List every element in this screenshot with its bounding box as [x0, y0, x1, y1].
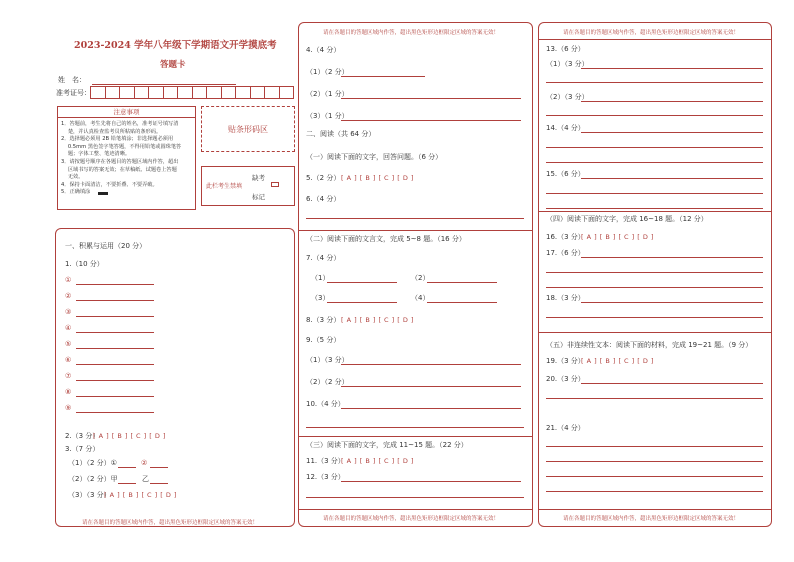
answer-line[interactable] [327, 302, 397, 303]
choice-options[interactable]: [ A ] [ B ] [ C ] [ D ] [104, 491, 177, 499]
reading-title: （四）阅读下面的文字，完成 16~18 题。（12 分） [546, 215, 708, 223]
choice-options[interactable]: [ A ] [ B ] [ C ] [ D ] [341, 174, 414, 182]
answer-line[interactable] [546, 446, 763, 447]
question-label: 11.（3 分） [306, 457, 345, 465]
barcode-label: 贴条形码区 [228, 124, 268, 134]
answer-panel-1 [55, 228, 295, 527]
answer-line[interactable] [306, 497, 524, 498]
answer-line[interactable] [150, 483, 168, 484]
sub-question-label: （1）（3 分） [546, 60, 589, 68]
answer-line[interactable] [341, 98, 521, 99]
question-label: 7.（4 分） [306, 254, 341, 262]
sub-question-label: 乙 [142, 475, 149, 483]
answer-line[interactable] [427, 282, 497, 283]
question-label: 9.（5 分） [306, 336, 341, 344]
absent-top-label: 缺考 [252, 174, 265, 182]
choice-options[interactable]: [ A ] [ B ] [ C ] [ D ] [581, 233, 654, 241]
section-divider [539, 39, 771, 40]
answer-line[interactable] [427, 302, 497, 303]
absent-bottom-label: 标记 [252, 193, 265, 201]
boundary-warning: 请在各题目的答题区域内作答，超出黑色矩形边框限定区域的答案无效！ [563, 30, 740, 36]
answer-line[interactable] [546, 272, 763, 273]
ticket-number-boxes[interactable] [90, 86, 294, 99]
section-divider [539, 211, 771, 212]
question-label: 6.（4 分） [306, 195, 341, 203]
sub-question-label: （3） [311, 294, 330, 302]
question-label: 21.（4 分） [546, 424, 585, 432]
sub-question-label: （2）（2 分） [306, 378, 349, 386]
answer-line[interactable] [581, 101, 763, 102]
question-label: 14.（4 分） [546, 124, 585, 132]
question-label: 3.（7 分） [65, 445, 100, 453]
page-title: 2023-2024 学年八年级下学期语文开学摸底考 [74, 40, 277, 51]
answer-line[interactable] [546, 147, 763, 148]
notice-title: 注意事项 [58, 107, 195, 118]
sub-question-label: （1）（2 分）① [68, 459, 117, 467]
question-label: 17.（6 分） [546, 249, 585, 257]
choice-options[interactable]: [ A ] [ B ] [ C ] [ D ] [341, 316, 414, 324]
section-title: 一、积累与运用（20 分） [65, 242, 147, 250]
answer-line[interactable] [341, 76, 425, 77]
absent-box [201, 166, 295, 206]
answer-line[interactable] [581, 132, 763, 133]
question-label: 2.（3 分） [65, 432, 100, 440]
notice-box [57, 106, 196, 210]
answer-line[interactable] [76, 300, 154, 301]
section-divider [539, 509, 771, 510]
notice-item: 区域书写的答案无效；在草稿纸、试题卷上答题 [61, 166, 177, 173]
notice-item: 4．保持卡面清洁，不要折叠、不要弄破。 [61, 181, 158, 188]
blank-number: ⑧ [65, 388, 72, 396]
answer-line[interactable] [76, 412, 154, 413]
section-divider [539, 332, 771, 333]
sub-question-label: （2）（3 分） [546, 93, 589, 101]
answer-line[interactable] [76, 332, 154, 333]
answer-line[interactable] [546, 193, 763, 194]
answer-panel-3 [538, 22, 772, 527]
question-label: 19.（3 分） [546, 357, 585, 365]
boundary-warning: 请在各题目的答题区域内作答，超出黑色矩形边框限定区域的答案无效！ [323, 30, 500, 36]
question-label: 18.（3 分） [546, 294, 585, 302]
answer-line[interactable] [341, 408, 521, 409]
section-divider [299, 436, 532, 437]
choice-options[interactable]: [ A ] [ B ] [ C ] [ D ] [341, 457, 414, 465]
sub-question-label: （2）（2 分）甲 [68, 475, 118, 483]
answer-line[interactable] [341, 481, 521, 482]
blank-number: ④ [65, 324, 72, 332]
answer-line[interactable] [546, 115, 763, 116]
notice-item: 2．选择题必须用 2B 铅笔填涂；非选择题必须用 [61, 136, 174, 143]
answer-line[interactable] [546, 398, 763, 399]
question-label: 1.（10 分） [65, 260, 104, 268]
question-label: 13.（6 分） [546, 45, 585, 53]
answer-line[interactable] [546, 208, 763, 209]
section-title: 二、阅读（共 64 分） [306, 130, 376, 138]
answer-line[interactable] [581, 257, 763, 258]
name-label: 姓 名： [58, 76, 86, 84]
answer-line[interactable] [546, 82, 763, 83]
reading-title: （五）非连续性文本：阅读下面的材料，完成 19~21 题。（9 分） [546, 341, 753, 349]
reading-title: （三）阅读下面的文字，完成 11~15 题。（22 分） [306, 441, 468, 449]
choice-options[interactable]: [ A ] [ B ] [ C ] [ D ] [93, 432, 166, 440]
answer-line[interactable] [341, 386, 521, 387]
answer-line[interactable] [150, 467, 168, 468]
blank-number: ⑨ [65, 404, 72, 412]
section-divider [299, 509, 532, 510]
answer-line[interactable] [76, 396, 154, 397]
absent-checkbox[interactable] [271, 182, 279, 187]
answer-line[interactable] [581, 178, 763, 179]
answer-line[interactable] [118, 467, 136, 468]
section-divider [299, 230, 532, 231]
answer-line[interactable] [341, 364, 521, 365]
blank-number: ① [65, 276, 72, 284]
ticket-label: 准考证号： [56, 89, 91, 97]
notice-item: 题；字体工整、笔迹清晰。 [61, 151, 131, 158]
question-label: 4.（4 分） [306, 46, 341, 54]
sub-question-label: （4） [411, 294, 430, 302]
answer-line[interactable] [327, 282, 397, 283]
answer-line[interactable] [76, 380, 154, 381]
notice-item: 无效。 [61, 174, 84, 181]
notice-item: 1．答题前，考生先将自己的姓名，准考证号填写清 [61, 121, 179, 127]
sub-question-label: （1）（2 分） [306, 68, 349, 76]
blank-number: ③ [65, 308, 72, 316]
sub-question-label: （2）（1 分） [306, 90, 349, 98]
question-label: 10.（4 分） [306, 400, 345, 408]
question-label: 16.（3 分） [546, 233, 585, 241]
page-subtitle: 答题卡 [160, 60, 186, 70]
absent-left-label: 此栏考生禁填 [206, 183, 243, 190]
notice-item: 楚，并认真检查监考员所粘贴的条形码。 [61, 128, 162, 135]
answer-line[interactable] [581, 383, 763, 384]
answer-line[interactable] [76, 364, 154, 365]
notice-item: 3．请按题号顺序在各题目的答题区域内作答，超出 [61, 158, 179, 165]
answer-line[interactable] [306, 427, 524, 428]
filled-sample-mark [98, 192, 108, 195]
sub-question-label: （2） [411, 274, 430, 282]
reading-title: （一）阅读下面的文字，回答问题。（6 分） [306, 153, 443, 161]
answer-line[interactable] [581, 68, 763, 69]
answer-line[interactable] [76, 316, 154, 317]
answer-line[interactable] [546, 476, 763, 477]
question-label: 12.（3 分） [306, 473, 345, 481]
blank-number: ② [65, 292, 72, 300]
sub-question-label: （3）（3 分） [68, 491, 111, 499]
answer-line[interactable] [341, 120, 521, 121]
blank-number: ⑥ [65, 356, 72, 364]
question-label: 5.（2 分） [306, 174, 341, 182]
answer-line[interactable] [546, 461, 763, 462]
boundary-warning: 请在各题目的答题区域内作答，超出黑色矩形边框限定区域的答案无效！ [323, 516, 500, 522]
boundary-warning: 请在各题目的答题区域内作答，超出黑色矩形边框限定区域的答案无效！ [563, 516, 740, 522]
reading-title: （二）阅读下面的文言文，完成 5~8 题。（16 分） [306, 235, 466, 243]
sub-question-label: （3）（1 分） [306, 112, 349, 120]
boundary-warning: 请在各题目的答题区域内作答，超出黑色矩形边框限定区域的答案无效！ [82, 520, 259, 526]
blank-number: ⑤ [65, 340, 72, 348]
answer-line[interactable] [306, 218, 524, 219]
answer-line[interactable] [76, 284, 154, 285]
blank-number: ⑦ [65, 372, 72, 380]
question-label: 8.（3 分） [306, 316, 341, 324]
answer-line[interactable] [118, 483, 136, 484]
blank-number: ② [141, 459, 148, 467]
answer-line[interactable] [546, 491, 763, 492]
sub-question-label: （1）（3 分） [306, 356, 349, 364]
notice-item: 5．正确填涂 [61, 189, 91, 196]
sub-question-label: （1） [311, 274, 330, 282]
answer-line[interactable] [581, 302, 763, 303]
answer-panel-2 [298, 22, 533, 527]
answer-line[interactable] [546, 162, 763, 163]
answer-line[interactable] [546, 287, 763, 288]
answer-line[interactable] [546, 317, 763, 318]
question-label: 15.（6 分） [546, 170, 585, 178]
notice-item: 0.5mm 黑色签字笔答题，不得用铅笔或圆珠笔答 [61, 143, 182, 150]
choice-options[interactable]: [ A ] [ B ] [ C ] [ D ] [581, 357, 654, 365]
question-label: 20.（3 分） [546, 375, 585, 383]
name-field[interactable] [92, 84, 236, 85]
barcode-area [201, 106, 295, 152]
answer-line[interactable] [76, 348, 154, 349]
